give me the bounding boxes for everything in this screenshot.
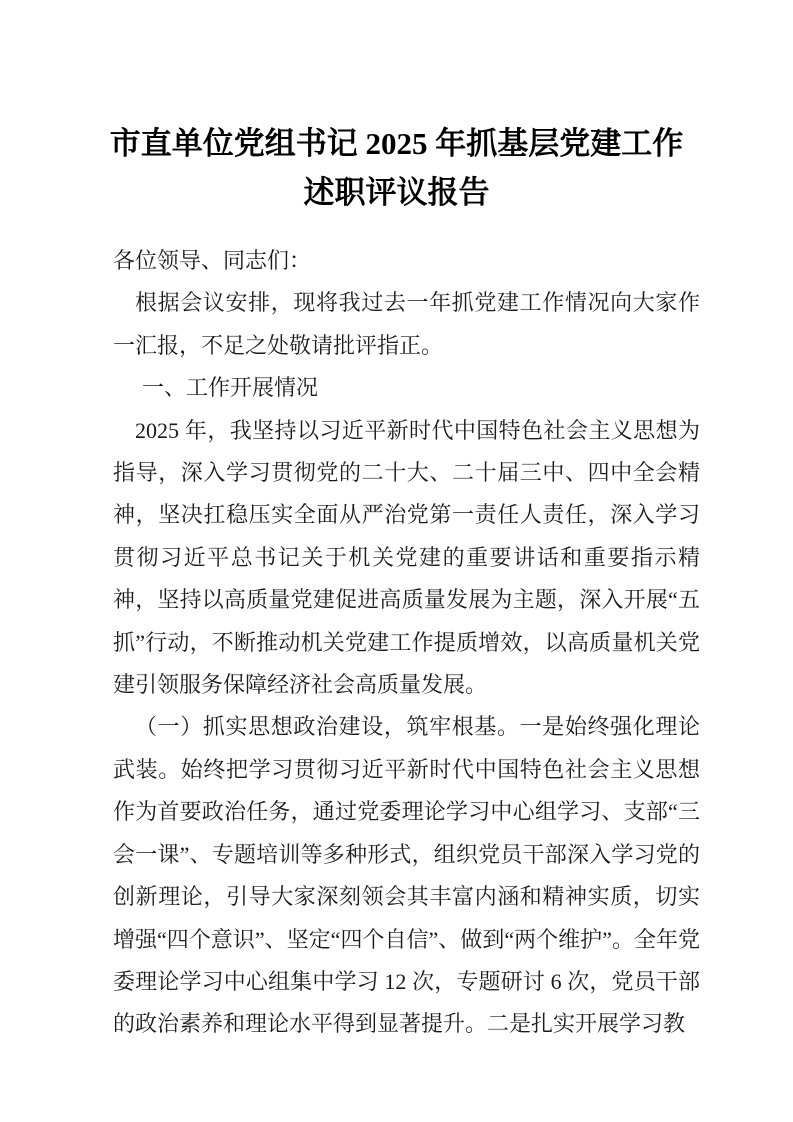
document-title — [50, 119, 743, 217]
salutation: 各位领导、同志们： — [113, 248, 312, 273]
paragraph-intro: 根据会议安排，现将我过去一年抓党建工作情况向大家作一汇报，不足之处敬请批评指正。 — [113, 290, 700, 358]
document-title-line-2: 述职评议报告 — [303, 175, 490, 210]
paragraph-overview-2025: 2025 年，我坚持以习近平新时代中国特色社会主义思想为指导，深入学习贯彻党的二十大、二十届三中、四中全会精神，坚决扛稳压实全面从严治党第一责任人责任，深入学习贯彻习近平总书记关于机关党建的重要讲话和重要指示精神，坚持以高质量党建促进高质量发展为主题，深入开展“五抓”行动，不断推动机关党建工作提质增效，以高质量机关党建引领服务保障经济社会高质量发展。 — [113, 417, 700, 698]
section-heading-work-progress: 一、工作开展情况 — [142, 375, 319, 401]
document-title-line-1: 市直单位党组书记 2025 年抓基层党建工作 — [109, 126, 684, 161]
document-body — [113, 240, 700, 1046]
paragraph-subsection-1-ideological-construction: （一）抓实思想政治建设，筑牢根基。一是始终强化理论武装。始终把学习贯彻习近平新时代中国特色社会主义思想作为首要政治任务，通过党委理论学习中心组学习、支部“三会一课”、专题培训等多种形式，组织党员干部深入学习党的创新理论，引导大家深刻领会其丰富内涵和精神实质，切实增强“四个意识”、坚定“四个自信”、做到“两个维护”。全年党委理论学习中心组集中学习 12 次，专题研讨 6 次，党员干部的政治素养和理论水平得到显著提升。二是扎实开展学习教 — [113, 714, 700, 1037]
